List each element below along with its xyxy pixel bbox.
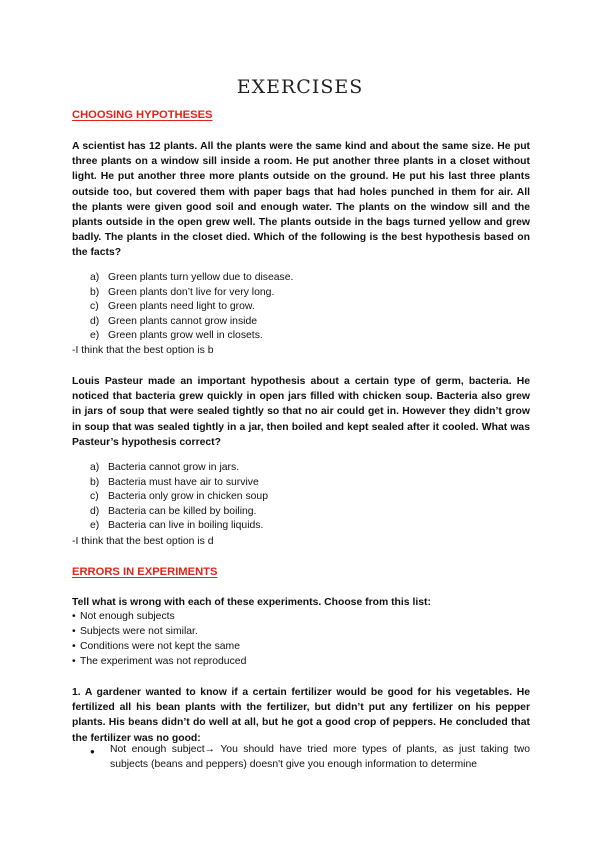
option-d: d) Green plants cannot grow inside [90, 315, 258, 327]
errors-instruction: Tell what is wrong with each of these experiments. Choose from this list: [72, 597, 431, 608]
option-a: a) Green plants turn yellow due to disease. [90, 272, 294, 283]
option-e: e) Bacteria can live in boiling liquids. [90, 520, 264, 532]
experiment-1-answer [90, 743, 530, 773]
question-1-answer: -I think that the best option is b [72, 345, 214, 356]
list-item: • Subjects were not similar. [72, 626, 198, 637]
heading-errors-in-experiments: ERRORS IN EXPERIMENTS [72, 566, 218, 578]
experiment-1-answer-text: Not enough subject→ You should have tried more types of plants, as just taking two subjects (beans and peppers) doesn't give you enough information to determine [110, 744, 530, 770]
experiment-1-text: 1. A gardener wanted to know if a certain fertilizer would be good for his vegetables. He fertilized all his bean plants with the fertilizer, but didn’t put any fertilizer on his pepper plants. His beans didn’t do well at all, but he got a good crop of peppers. He concluded that the fertilizer was no good: [72, 687, 530, 744]
question-2-answer: -I think that the best option is d [72, 536, 214, 547]
question-1-prompt: Which of the following is the best hypothesis based on the facts? [72, 232, 530, 259]
list-item: • The experiment was not reproduced [72, 656, 247, 667]
question-2-options [90, 461, 510, 534]
option-c: c) Green plants need light to grow. [90, 301, 255, 313]
option-d: d) Bacteria can be killed by boiling. [90, 505, 257, 517]
list-item: • Not enough subjects [72, 611, 175, 622]
errors-choice-list [72, 609, 532, 669]
page-title: EXERCISES [236, 76, 364, 98]
question-1-paragraph: A scientist has 12 plants. All the plants were the same kind and about the same size. He put three plants on a window sill inside a room. He put another three plants in a closet without light. He put another three more plants outside on the ground. He put his last three plants outside too, but covered them with paper bags that had holes punched in them for air. All the plants were given good soil and enough water. The plants on the window sill and the plants outside in the open grew well. The plants outside in the bags turned yellow and grew badly. The plants in the closet died. [72, 141, 530, 244]
heading-choosing-hypotheses: CHOOSING HYPOTHESES [72, 109, 213, 121]
list-item: • Conditions were not kept the same [72, 641, 240, 652]
question-2-text: Louis Pasteur made an important hypothesis about a certain type of germ, bacteria. He noticed that bacteria grew quickly in open jars filled with chicken soup. Bacteria also grew in jars of soup that were sealed tightly so that no air could get in. However they didn’t grow in soup that was sealed tightly in a jar, then boiled and kept sealed after it cooled. What was Pasteur’s hypothesis correct? [72, 376, 530, 448]
option-c: c) Bacteria only grow in chicken soup [90, 491, 268, 503]
option-e: e) Green plants grow well in closets. [90, 330, 263, 342]
option-a: a) Bacteria cannot grow in jars. [90, 462, 240, 473]
option-b: b) Bacteria must have air to survive [90, 476, 259, 488]
bullet-icon: ● [90, 747, 95, 756]
question-1-options [90, 271, 510, 344]
option-b: b) Green plants don’t live for very long. [90, 286, 275, 298]
question-1-text [72, 139, 530, 261]
